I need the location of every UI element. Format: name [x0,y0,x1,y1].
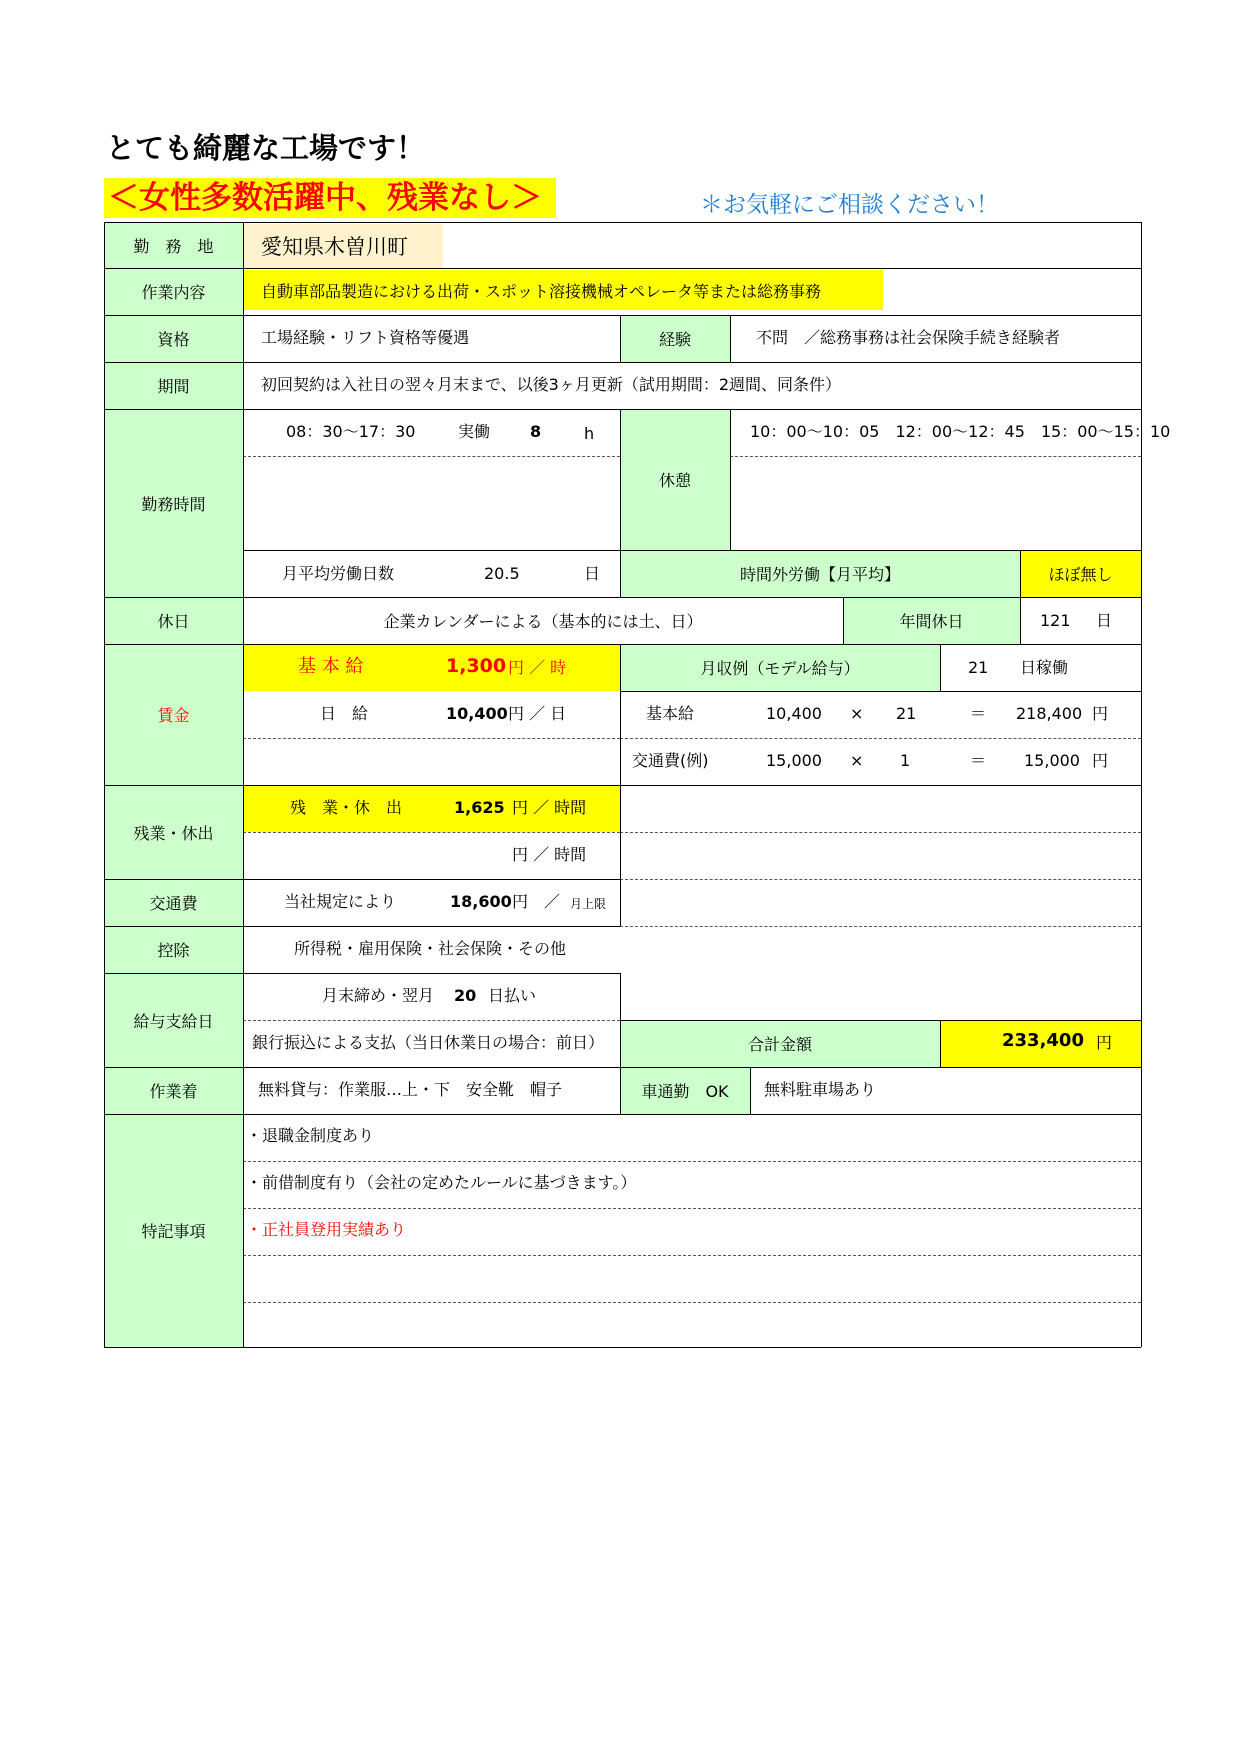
base-wage-unit: 円 ／ 時 [508,658,567,677]
label-break: 休憩 [620,409,730,550]
value-uniform: 無料貸与：作業服…上・下 安全靴 帽子 [258,1080,563,1099]
label-qual: 資格 [104,315,243,362]
days-unit: 日 [584,564,601,583]
actual-value: 8 [530,422,542,441]
label-wage: 賃金 [104,644,243,785]
model-row2-unit: 円 [1092,751,1109,770]
label-transport: 交通費 [104,879,243,926]
actual-label: 実働 [458,422,491,441]
overtime-avg-value: ほぼ無し [1020,550,1141,597]
annual-holiday-value: 121 [1040,611,1071,630]
label-hours: 勤務時間 [104,409,243,597]
label-model-income: 月収例（モデル給与） [620,644,940,691]
label-holiday: 休日 [104,597,243,644]
model-row2-op: × [850,751,864,770]
days-label: 月平均労働日数 [282,564,395,583]
transport-unit: 円 ／ [512,892,561,911]
value-experience: 不問 ／総務事務は社会保険手続き経験者 [756,328,1061,347]
total-unit: 円 [1096,1033,1113,1052]
label-uniform: 作業着 [104,1067,243,1114]
model-row2-total: 15,000 [1024,751,1080,770]
overtime-unit: 円 ／ 時間 [512,798,587,817]
model-days: 21 [968,658,989,677]
model-row2-b: 1 [900,751,911,770]
label-notes: 特記事項 [104,1114,243,1347]
transport-limit: 月上限 [570,897,607,911]
break-times: 10：00～10：05 12：00～12：45 15：00～15：10 [750,422,1171,441]
model-row2-eq: ＝ [970,751,987,770]
holiday-work-unit: 円 ／ 時間 [512,845,587,864]
label-deduct: 控除 [104,926,243,973]
value-deduct: 所得税・雇用保険・社会保険・その他 [294,939,567,958]
payday-method: 銀行振込による支払（当日休業日の場合：前日） [252,1033,605,1052]
actual-unit: h [584,424,595,443]
days-value: 20.5 [484,564,520,583]
model-row2-label: 交通費(例) [632,751,709,770]
daily-wage-unit: 円 ／ 日 [508,704,567,723]
model-row1-b: 21 [896,704,917,723]
transport-value: 18,600 [450,892,512,911]
label-experience: 経験 [620,315,730,362]
value-period: 初回契約は入社日の翌々月末まで、以後3ヶ月更新（試用期間：2週間、同条件） [261,375,842,394]
model-row1-total: 218,400 [1016,704,1083,723]
model-row1-unit: 円 [1092,704,1109,723]
model-days-unit: 日稼働 [1020,658,1069,677]
page-title: とても綺麗な工場です！ [106,131,426,165]
banner [104,178,556,218]
value-car: 無料駐車場あり [764,1080,877,1099]
total-value: 233,400 [1002,1030,1084,1051]
base-wage-value: 1,300 [446,655,507,677]
label-total: 合計金額 [620,1020,940,1067]
model-row1-a: 10,400 [766,704,822,723]
value-job: 自動車部品製造における出荷・スポット溶接機械オペレータ等または総務事務 [243,270,883,310]
payday-suffix: 日払い [488,986,537,1005]
note-item-highlight: ・正社員登用実績あり [246,1220,407,1239]
payday-prefix: 月末締め・翌月 [322,986,435,1005]
label-period: 期間 [104,362,243,409]
note-item: ・退職金制度あり [246,1126,375,1145]
label-workplace: 勤 務 地 [104,222,243,268]
overtime-label: 残 業・休 出 [290,798,403,817]
value-workplace: 愛知県木曽川町 [243,224,443,268]
label-job: 作業内容 [104,268,243,315]
value-holiday: 企業カレンダーによる（基本的には土、日） [383,612,703,631]
model-row1-eq: ＝ [970,704,987,723]
model-row2-a: 15,000 [766,751,822,770]
overtime-value: 1,625 [454,798,505,817]
label-payday: 給与支給日 [104,973,243,1067]
label-overtime: 残業・休出 [104,785,243,879]
transport-prefix: 当社規定により [284,892,397,911]
banner-text: ＜女性多数活躍中、残業なし＞ [108,180,542,216]
label-car: 車通勤 OK [620,1067,750,1114]
payday-day: 20 [454,986,477,1005]
daily-wage-value: 10,400 [446,704,508,723]
value-qual: 工場経験・リフト資格等優遇 [261,328,470,347]
label-annual-holiday: 年間休日 [843,597,1020,644]
label-overtime-avg: 時間外労働【月平均】 [620,550,1020,597]
daily-wage-label: 日 給 [320,704,369,723]
base-wage-label: 基 本 給 [298,656,364,677]
annual-holiday-unit: 日 [1096,611,1113,630]
model-row1-op: × [850,704,864,723]
note-item: ・前借制度有り（会社の定めたルールに基づきます。） [246,1173,637,1192]
model-row1-label: 基本給 [646,704,695,723]
consult-note: ＊お気軽にご相談ください！ [700,192,999,218]
work-time: 08：30～17：30 [286,422,416,441]
